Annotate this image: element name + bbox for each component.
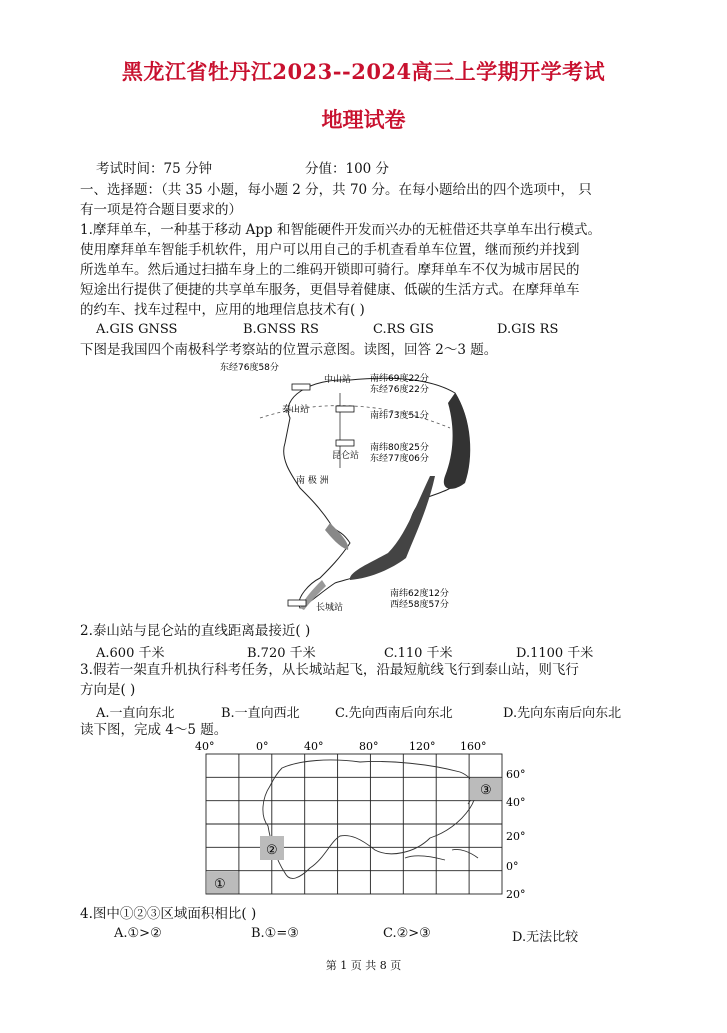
ice-shelf-east: [444, 393, 470, 489]
label-zhongshan-coord1: 南纬69度22分: [370, 374, 429, 384]
q3-option-b: B.一直向西北: [221, 706, 300, 721]
q1-option-c: C.RS GIS: [373, 322, 434, 337]
q3-option-d: D.先向东南后向东北: [503, 706, 622, 721]
label-changcheng-coord2: 西经58度57分: [390, 600, 449, 610]
q3-line: 方向是( ): [80, 682, 136, 698]
kunlun-station-icon: [336, 440, 354, 446]
eurasia-africa-outline: [263, 760, 475, 878]
label-east-lon: 东经76度58分: [220, 363, 279, 373]
label-kunlun: 昆仑站: [332, 451, 360, 461]
intro-q2-3: 下图是我国四个南极科学考察站的位置示意图。读图，回答 2～3 题。: [80, 342, 498, 358]
q2-option-c: C.110 千米: [384, 646, 453, 661]
q1-line: 1.摩拜单车，一种基于移动 App 和智能硬件开发而兴办的无桩借还共享单车出行模式。: [80, 222, 601, 238]
q1-line: 短途出行提供了便捷的共享单车服务，更倡导着健康、低碳的生活方式。在摩拜单车: [80, 282, 580, 298]
lat-label: 60°: [506, 768, 526, 781]
label-kunlun-coord2: 东经77度06分: [370, 454, 429, 464]
q4: 4.图中①②③区域面积相比( ): [80, 906, 257, 922]
q3-line: 3.假若一架直升机执行科考任务，从长城站起飞，沿最短航线飞行到泰山站，则飞行: [80, 662, 579, 678]
lon-label: 160°: [460, 740, 487, 753]
label-kunlun-coord1: 南纬80度25分: [370, 443, 429, 453]
label-changcheng-coord1: 南纬62度12分: [390, 589, 449, 599]
lat-label: 0°: [506, 860, 519, 873]
label-zhongshan: 中山站: [324, 375, 352, 385]
ice-shelf-coast: [350, 476, 435, 580]
page-footer: 第 1 页 共 8 页: [325, 959, 402, 972]
q1-option-d: D.GIS RS: [497, 322, 559, 337]
q2-option-a: A.600 千米: [96, 646, 165, 661]
q2: 2.泰山站与昆仑站的直线距离最接近( ): [80, 623, 311, 639]
q1-option-b: B.GNSS RS: [243, 322, 319, 337]
exam-subtitle: 地理试卷: [321, 107, 406, 132]
exam-time: 考试时间：75 分钟: [96, 161, 212, 177]
section-heading-cont: 有一项是符合题目要求的）: [80, 202, 242, 218]
intro-q4-5: 读下图，完成 4～5 题。: [80, 722, 228, 738]
region-2-label: ②: [266, 843, 278, 858]
q3-option-c: C.先向西南后向东北: [335, 706, 453, 721]
taishan-station-icon: [336, 406, 354, 412]
label-taishan-coord: 南纬73度51分: [370, 411, 429, 421]
q4-option-b: B.①=③: [251, 926, 299, 941]
q4-option-c: C.②>③: [383, 926, 431, 941]
label-taishan: 泰山站: [282, 405, 310, 415]
zhongshan-station-icon: [292, 384, 310, 390]
changcheng-station-icon: [288, 600, 306, 606]
grid: [206, 754, 502, 894]
q4-option-a: A.①>②: [114, 926, 162, 941]
indonesia-outline: [405, 849, 478, 860]
lat-label: 20°: [506, 830, 526, 843]
lon-label: 40°: [195, 740, 215, 753]
q1-line: 使用摩拜单车智能手机软件，用户可以用自己的手机查看单车位置，继而预约并找到: [80, 242, 580, 258]
region-3-label: ③: [480, 783, 492, 798]
lon-label: 120°: [409, 740, 436, 753]
q4-option-d: D.无法比较: [512, 930, 579, 945]
label-changcheng: 长城站: [316, 603, 344, 613]
q2-option-b: B.720 千米: [247, 646, 316, 661]
section-heading: 一、选择题：（共 35 小题，每小题 2 分，共 70 分。在每小题给出的四个选项中， 只: [80, 182, 592, 198]
region-1-label: ①: [214, 877, 226, 892]
antarctica-station-map: [220, 358, 480, 616]
lon-label: 40°: [304, 740, 324, 753]
label-continent: 南 极 洲: [296, 476, 329, 486]
lat-label: 40°: [506, 796, 526, 809]
label-zhongshan-coord2: 东经76度22分: [370, 385, 429, 395]
lon-label: 80°: [359, 740, 379, 753]
exam-score: 分值：100 分: [305, 161, 390, 177]
exam-title: 黑龙江省牡丹江2023--2024高三上学期开学考试: [121, 59, 606, 84]
q3-option-a: A.一直向东北: [96, 706, 175, 721]
world-grid-map: [190, 738, 540, 900]
lat-label: 20°: [506, 888, 526, 901]
q1-line: 所选单车。然后通过扫描车身上的二维码开锁即可骑行。摩拜单车不仅为城市居民的: [80, 262, 580, 278]
lon-label: 0°: [256, 740, 269, 753]
q2-option-d: D.1100 千米: [516, 646, 594, 661]
q1-line: 的约车、找车过程中，应用的地理信息技术有( ): [80, 302, 365, 318]
q1-option-a: A.GIS GNSS: [96, 322, 178, 337]
